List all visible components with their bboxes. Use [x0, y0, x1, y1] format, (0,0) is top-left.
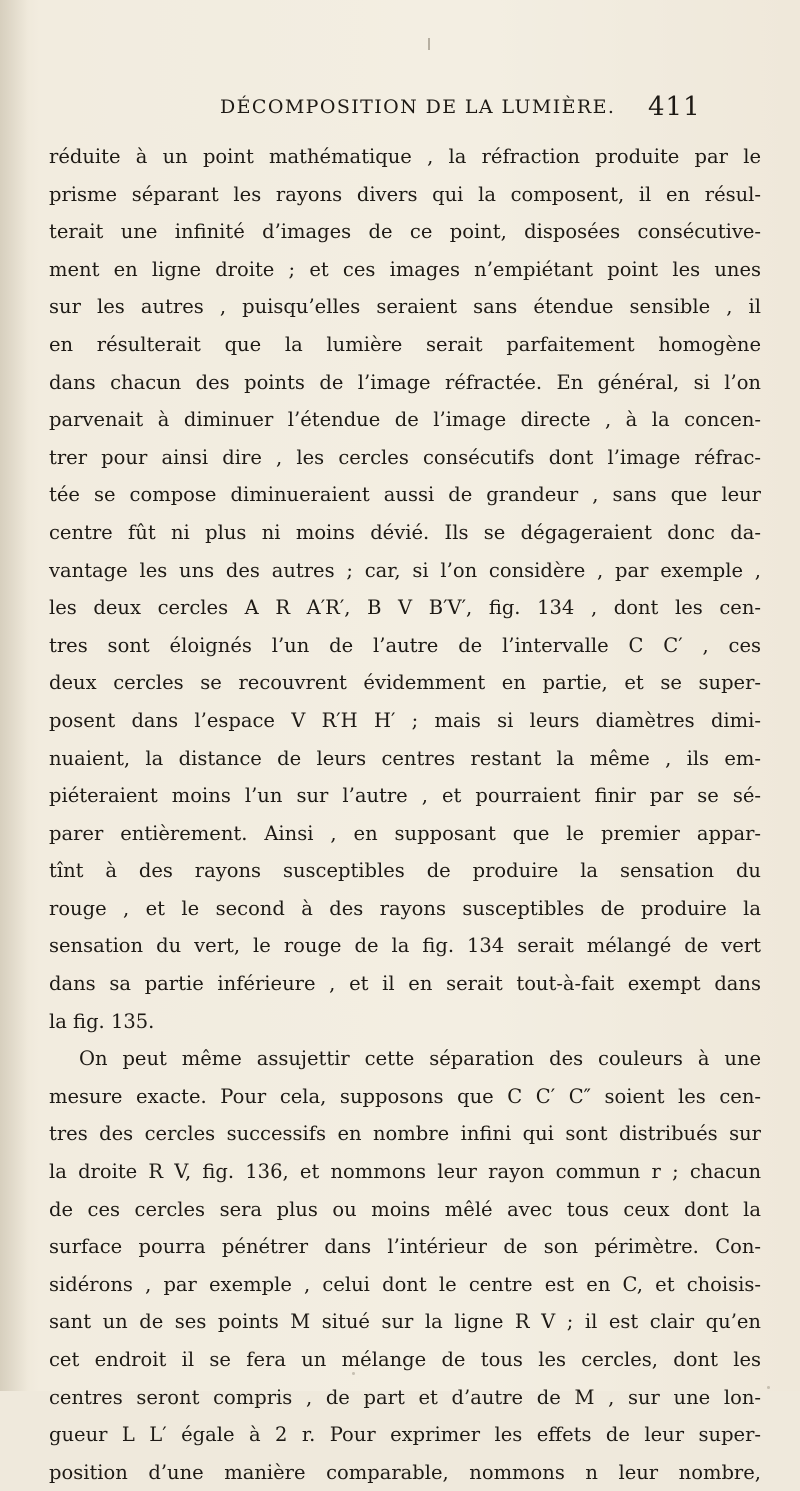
- text-line: réduite à un point mathématique , la réfraction produite par le: [49, 145, 761, 168]
- page-header: [220, 92, 720, 132]
- text-line: tres des cercles successifs en nombre infini qui sont distribués sur: [49, 1122, 761, 1146]
- text-line: tres sont éloignés l’un de l’autre de l’intervalle C C′ , ces: [49, 633, 761, 657]
- text-line: centres seront compris , de part et d’autre de M , sur une lon-: [49, 1385, 761, 1409]
- text-line: parvenait à diminuer l’étendue de l’image directe , à la concen-: [49, 408, 761, 432]
- text-line: posent dans l’espace V R′H H′ ; mais si leurs diamètres dimi-: [49, 708, 761, 732]
- text-line: deux cercles se recouvrent évidemment en partie, et se super-: [49, 671, 761, 695]
- paper-speck: [352, 1372, 355, 1375]
- text-line: mesure exacte. Pour cela, supposons que C C′ C″ soient les cen-: [49, 1084, 761, 1108]
- paper-speck: [767, 1386, 770, 1389]
- text-line: sur les autres , puisqu’elles seraient sans étendue sensible , il: [49, 295, 761, 319]
- text-line: surface pourra pénétrer dans l’intérieur de son périmètre. Con-: [49, 1235, 761, 1259]
- text-line: cet endroit il se fera un mélange de tous les cercles, dont les: [49, 1348, 761, 1371]
- page-number: 411: [648, 92, 701, 122]
- text-line: nuaient, la distance de leurs centres restant la même , ils em-: [49, 746, 761, 770]
- text-line: parer entièrement. Ainsi , en supposant que le premier appar-: [49, 821, 761, 845]
- text-line: tée se compose diminueraient aussi de grandeur , sans que leur: [49, 483, 761, 507]
- text-line: trer pour ainsi dire , les cercles consécutifs dont l’image réfrac-: [49, 445, 761, 469]
- text-line: la droite R V, fig. 136, et nommons leur rayon commun r ; chacun: [49, 1160, 761, 1184]
- text-line: en résulterait que la lumière serait parfaitement homogène: [49, 332, 761, 356]
- text-line: de ces cercles sera plus ou moins mêlé avec tous ceux dont la: [49, 1197, 761, 1221]
- text-line: les deux cercles A R A′R′, B V B′V′, fig. 134 , dont les cen-: [49, 596, 761, 620]
- text-line: centre fût ni plus ni moins dévié. Ils se dégageraient donc da-: [49, 520, 761, 544]
- text-line: dans chacun des points de l’image réfractée. En général, si l’on: [49, 370, 761, 394]
- text-line-paragraph-start: On peut même assujettir cette séparation des couleurs à une: [79, 1047, 761, 1071]
- text-line: rouge , et le second à des rayons susceptibles de produire la: [49, 896, 761, 920]
- text-line: sant un de ses points M situé sur la ligne R V ; il est clair qu’en: [49, 1310, 761, 1334]
- text-line: position d’une manière comparable, nommons n leur nombre,: [49, 1460, 761, 1484]
- text-line: dans sa partie inférieure , et il en serait tout-à-fait exempt dans: [49, 972, 761, 996]
- text-line: piéteraient moins l’un sur l’autre , et pourraient finir par se sé-: [49, 784, 761, 808]
- text-line: tînt à des rayons susceptibles de produire la sensation du: [49, 859, 761, 883]
- text-line: prisme séparant les rayons divers qui la composent, il en résul-: [49, 182, 761, 206]
- stray-ink-mark: [428, 38, 430, 50]
- text-line-paragraph-end: la fig. 135.: [49, 1009, 155, 1033]
- text-line: vantage les uns des autres ; car, si l’on considère , par exemple ,: [49, 558, 761, 582]
- running-title: DÉCOMPOSITION DE LA LUMIÈRE.: [220, 96, 616, 118]
- text-line: terait une infinité d’images de ce point, disposées consécutive-: [49, 220, 761, 244]
- text-line: sensation du vert, le rouge de la fig. 134 serait mélangé de vert: [49, 934, 761, 958]
- text-line: ment en ligne droite ; et ces images n’empiétant point les unes: [49, 257, 761, 281]
- page-edge-shadow: [0, 0, 28, 1391]
- body-text: [49, 138, 761, 1491]
- text-line: gueur L L′ égale à 2 r. Pour exprimer les effets de leur super-: [49, 1423, 761, 1447]
- text-line: sidérons , par exemple , celui dont le centre est en C, et choisis-: [49, 1272, 761, 1296]
